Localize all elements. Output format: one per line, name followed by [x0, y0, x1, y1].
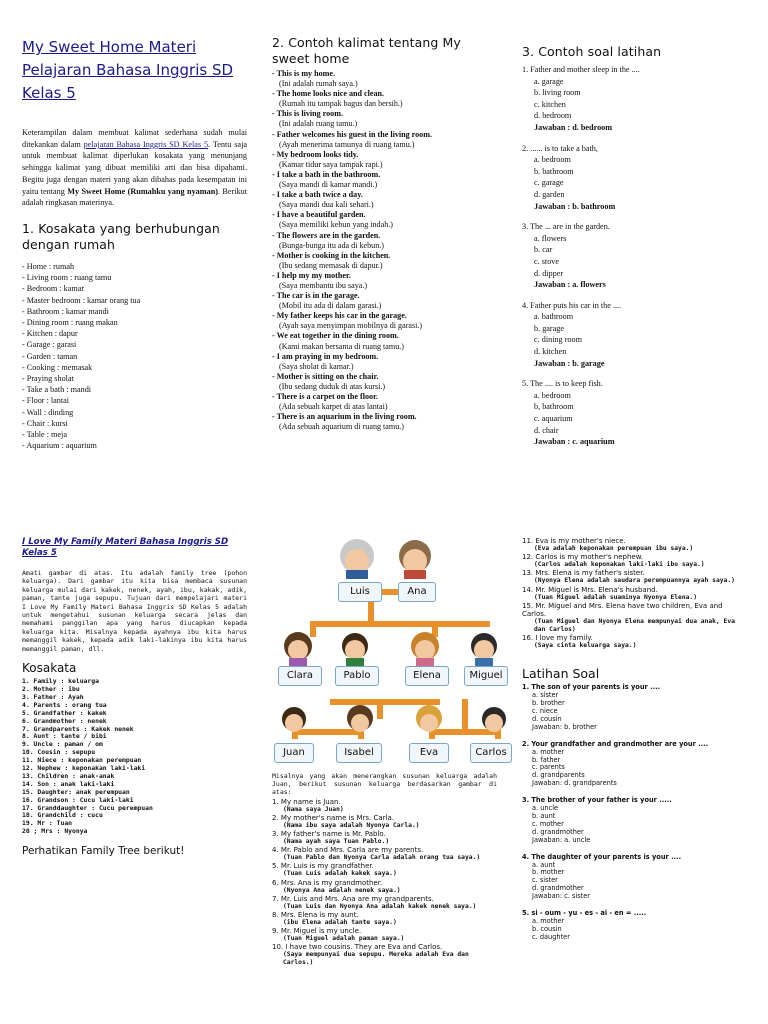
- nametag-miguel: Miguel: [464, 666, 508, 686]
- sentence-pair: [272, 331, 497, 351]
- family-sentence-translation: (Nama ayah saya Tuan Pablo.): [283, 838, 390, 846]
- family-answer-option: c. daughter: [532, 932, 570, 941]
- sentence-translation: (Saya mandi di kamar mandi.): [279, 180, 378, 190]
- family-vocab-item: 12. Nephew : keponakan laki-laki: [22, 764, 146, 773]
- family-quiz-question: [522, 910, 748, 942]
- answer-option: c. dining room: [534, 335, 582, 345]
- face-juan: [282, 707, 306, 732]
- sentence-translation: (Ini adalah ruang tamu.): [279, 119, 358, 129]
- sentence-translation: (Saya memiliki kebun yang indah.): [279, 220, 393, 230]
- family-sentence-english: 12. Carlos is my mother's nephew.: [522, 553, 644, 562]
- family-tree: [272, 534, 510, 766]
- sentence-english: - Father welcomes his guest in the living room.: [272, 129, 432, 139]
- vocab-item: - Garden : taman: [22, 351, 78, 361]
- sentence-english: - There is an aquarium in the living room.: [272, 412, 417, 422]
- sentence-english: - We eat together in the dining room.: [272, 331, 399, 341]
- family-vocab-item: 9. Uncle : paman / om: [22, 740, 103, 749]
- family-vocab-item: 13. Children : anak-anak: [22, 771, 115, 780]
- family-vocab-item: 1. Family : keluarga: [22, 677, 99, 686]
- kosakata-heading: Kosakata: [22, 661, 77, 676]
- family-sentence: [522, 569, 748, 585]
- family-answer-option: a. mother: [532, 747, 565, 756]
- top-left-column: [22, 36, 247, 451]
- family-sentence-english: 8. Mrs. Elena is my aunt.: [272, 910, 359, 919]
- sentence-pair: [272, 170, 497, 190]
- face-isabel: [347, 705, 373, 732]
- family-sentence: [272, 798, 497, 814]
- answer-key: Jawaban : b. garage: [534, 358, 605, 368]
- sentence-list: [272, 69, 497, 432]
- sentence-pair: [272, 311, 497, 331]
- answer-key: Jawaban : a. flowers: [534, 280, 606, 290]
- intro-text-2: . Tentu saja untuk membuat kalimat diperlukan kosakata yang menunjang sehingga kalimat yang dibuat memiliki arti dan bisa dipahami. Begitu juga dengan materi yang akan dibahas pada kesempatan ini yaitu tentang: [22, 139, 247, 196]
- sentence-pair: [272, 210, 497, 230]
- vocab-item: - Floor : lantai: [22, 396, 70, 406]
- vocab-item: - Praying sholat: [22, 373, 74, 383]
- vocab-item: - Bedroom : kamar: [22, 284, 85, 294]
- vocab-item: - Living room : ruang tamu: [22, 273, 112, 283]
- vocab-item: - Kitchen : dapur: [22, 329, 78, 339]
- family-vocab-item: 2. Mother : ibu: [22, 684, 80, 693]
- family-answer-option: a. uncle: [532, 804, 559, 813]
- answer-option: a. garage: [534, 76, 564, 86]
- sentence-pair: [272, 412, 497, 432]
- nametag-elena: Elena: [405, 666, 449, 686]
- family-sentence-translation: (Nama saya Juan): [283, 805, 344, 813]
- section-heading-contoh-soal: 3. Contoh soal latihan: [522, 44, 662, 59]
- sentence-pair: [272, 231, 497, 251]
- bottom-right-column: [522, 537, 748, 942]
- bottom-middle-column: [272, 772, 497, 968]
- sentence-translation: (Saya membantu ibu saya.): [279, 280, 368, 290]
- family-sentence-english: 6. Mrs. Ana is my grandmother.: [272, 878, 383, 887]
- sentence-english: - I take a bath in the bathroom.: [272, 169, 381, 179]
- sentence-pair: [272, 109, 497, 129]
- family-sentence-translation: (Eva adalah keponakan perempuan ibu saya.): [534, 545, 694, 553]
- answer-key: Jawaban : c. aquarium: [534, 437, 615, 447]
- family-sentence-english: 9. Mr. Miguel is my uncle.: [272, 927, 362, 936]
- answer-option: c. kitchen: [534, 99, 566, 109]
- family-sentence-translation: (Tuan Luis dan Nyonya Ana adalah kakek nenek saya.): [283, 902, 477, 910]
- sentence-english: - My father keeps his car in the garage.: [272, 311, 407, 321]
- sentence-pair: [272, 291, 497, 311]
- answer-option: b. bathroom: [534, 166, 574, 176]
- answer-option: c. aquarium: [534, 414, 573, 424]
- vocab-list: [22, 261, 247, 451]
- answer-option: b. living room: [534, 88, 581, 98]
- family-sentence: [272, 943, 497, 967]
- sentence-pair: [272, 352, 497, 372]
- nametag-juan: Juan: [274, 743, 314, 763]
- sentence-english: - The car is in the garage.: [272, 291, 360, 301]
- family-sentence-english: 10. I have two cousins. They are Eva and Carlos.: [272, 943, 443, 952]
- face-carlos: [482, 707, 506, 732]
- sentence-pair: [272, 271, 497, 291]
- answer-key: Jawaban : d. bedroom: [534, 122, 613, 132]
- sentence-pair: [272, 69, 497, 89]
- family-vocab-item: 15. Daughter: anak perempuan: [22, 787, 130, 796]
- answer-option: c. garage: [534, 178, 564, 188]
- vocab-item: - Table : meja: [22, 429, 67, 439]
- sentence-english: - There is a carpet on the floor.: [272, 392, 378, 401]
- sentence-translation: (Ada sebuah aquarium di ruang tamu.): [279, 422, 404, 432]
- family-sentence-translation: (Tuan Luis adalah kakek saya.): [283, 870, 397, 878]
- sentence-translation: (Mobil itu ada di dalam garasi.): [279, 301, 382, 311]
- family-answer-option: b. father: [532, 755, 561, 764]
- family-vocab-item: 5. Grandfather : kakek: [22, 708, 107, 717]
- family-tree-prompt: Perhatikan Family Tree berikut!: [22, 845, 185, 858]
- family-answer-option: b. brother: [532, 699, 565, 708]
- quiz-question: [522, 143, 747, 213]
- sentence-english: - This is living room.: [272, 109, 343, 119]
- top-middle-column: [272, 35, 497, 432]
- family-structure-intro: Misalnya yang akan menerangkan susunan keluarga adalah Juan, berikut susunan keluarga berdasarkan gambar di atas:: [272, 772, 497, 797]
- top-right-column: [522, 44, 747, 448]
- answer-option: d. kitchen: [534, 347, 567, 357]
- family-page-title[interactable]: I Love My Family Materi Bahasa Inggris SD Kelas 5: [22, 537, 229, 558]
- sentence-english: - I take a bath twice a day.: [272, 190, 363, 200]
- family-quiz-question: [522, 741, 748, 788]
- sentence-translation: (Ayah menerima tamunya di ruang tamu.): [279, 139, 415, 149]
- family-sentence: [522, 586, 748, 602]
- family-sentence-english: 1. My name is Juan.: [272, 797, 341, 806]
- family-answer-options: [522, 749, 748, 789]
- sentence-translation: (Rumah itu tampak bagus dan bersih.): [279, 99, 403, 109]
- family-answer-option: c. parents: [532, 763, 565, 772]
- section-heading-kosakata-rumah: 1. Kosakata yang berhubungan dengan rumah: [22, 220, 220, 252]
- family-sentence-translation: (Saya mempunyai dua sepupu. Mereka adalah Eva dan Carlos.): [283, 951, 469, 967]
- face-miguel: [471, 633, 497, 666]
- nametag-clara: Clara: [278, 666, 322, 686]
- family-vocab-item: 17. Granddaughter : Cucu perempuan: [22, 803, 153, 812]
- quiz-list: [522, 64, 747, 448]
- family-sentence-list-continued: [522, 537, 748, 650]
- family-sentence: [272, 814, 497, 830]
- family-answer-key: Jawaban: c. sister: [532, 892, 591, 901]
- intro-text-1: Keterampilan dalam membuat kalimat sederhana sudah mulai ditekankan dalam: [22, 128, 247, 149]
- family-sentence-english: 3. My father's name is Mr. Pablo.: [272, 829, 386, 838]
- family-vocab-item: 19. Mr : Tuan: [22, 819, 73, 828]
- family-sentence-translation: (Tuan Miguel dan Nyonya Elena mempunyai dua anak, Eva dan Carlos): [534, 617, 735, 634]
- sentence-translation: (Saya mandi dua kali sehari.): [279, 200, 374, 210]
- family-answer-key: Jawaban: d. grandparents: [532, 779, 617, 788]
- sentence-english: - Mother is sitting on the chair.: [272, 371, 379, 381]
- nametag-pablo: Pablo: [335, 666, 379, 686]
- answer-option: a. bedroom: [534, 155, 571, 165]
- sentence-english: - My bedroom looks tidy.: [272, 149, 359, 159]
- vocab-item: - Garage : garasi: [22, 340, 77, 350]
- bottom-left-column: [22, 537, 247, 858]
- face-ana: [399, 540, 431, 579]
- sentence-translation: (Ibu sedang memasak di dapur.): [279, 260, 383, 270]
- family-vocab-item: 6. Grandmother : nenek: [22, 716, 107, 725]
- family-sentence: [272, 846, 497, 862]
- sentence-pair: [272, 190, 497, 210]
- family-answer-option: b. mother: [532, 868, 565, 877]
- question-text: 2. ...... is to take a bath,: [522, 143, 598, 153]
- answer-option: d. garden: [534, 189, 565, 199]
- family-sentence: [522, 634, 748, 650]
- family-vocab-item: 18. Grandchild : cucu: [22, 811, 103, 820]
- family-sentence-translation: (ibu Elena adalah tante saya.): [283, 919, 397, 927]
- section-heading-contoh-kalimat: 2. Contoh kalimat tentang My sweet home: [272, 35, 461, 66]
- family-answer-options: [522, 862, 748, 902]
- family-answer-option: c. mother: [532, 819, 564, 828]
- family-sentence: [272, 911, 497, 927]
- answer-option: d. bedroom: [534, 111, 572, 121]
- family-intro: Amati gambar di atas. Itu adalah family tree (pohon keluarga). Dari gambar itu kita bisa membaca susunan keluarga mulai dari kakek, nenek, ayah, ibu, kakak, adik, paman, tante juga sepupu. Tujuan dari mempelajari materi I Love My Family Materi Bahasa Inggris SD Kelas 5 adalah untuk mengetahui susunan keluarga secara jelas dan memahami panggilan apa yang harus diucapkan kepada keluarga kita. Misalnya kepada ayahnya ibu kita harus memanggil kakek, kepada adik laki-lakinya ibu kita harus memanggil paman, dll.: [22, 569, 247, 653]
- sentence-english: - I am praying in my bedroom.: [272, 351, 379, 361]
- family-sentence: [272, 830, 497, 846]
- answer-option: c. stove: [534, 256, 560, 266]
- family-answer-option: d. grandmother: [532, 884, 584, 893]
- nametag-luis: Luis: [338, 582, 382, 602]
- family-question-text: 5. si - oum - yu - es - ai - en = .....: [522, 909, 647, 918]
- page-title-my-sweet-home[interactable]: My Sweet Home Materi Pelajaran Bahasa Inggris SD Kelas 5: [22, 38, 234, 102]
- family-sentence-translation: (Tuan Miguel adalah paman saya.): [283, 935, 405, 943]
- family-vocab-item: 4. Parents : orang tua: [22, 700, 107, 709]
- vocab-item: - Take a bath : mandi: [22, 385, 92, 395]
- family-answer-option: d. grandmother: [532, 827, 584, 836]
- quiz-question: [522, 64, 747, 134]
- answer-key: Jawaban : b. bathroom: [534, 201, 616, 211]
- intro-bold: My Sweet Home (Rumahku yang nyaman): [67, 186, 218, 196]
- family-vocab-item: 8. Aunt : tante / bibi: [22, 732, 107, 741]
- family-sentence: [272, 862, 497, 878]
- nametag-ana: Ana: [398, 582, 436, 602]
- family-quiz-question: [522, 797, 748, 844]
- family-sentence: [272, 895, 497, 911]
- quiz-question: [522, 300, 747, 370]
- vocab-item: - Bathroom : kamar mandi: [22, 306, 109, 316]
- sentence-english: - Mother is cooking in the kitchen.: [272, 250, 391, 260]
- family-quiz-question: [522, 684, 748, 731]
- family-answer-option: b. cousin: [532, 924, 562, 933]
- answer-option: d. dipper: [534, 268, 564, 278]
- nametag-eva: Eva: [409, 743, 449, 763]
- family-vocab-item: 11. Niece : keponakan perempuan: [22, 756, 142, 765]
- family-sentence: [522, 537, 748, 553]
- sentence-pair: [272, 392, 497, 412]
- family-answer-option: c. sister: [532, 876, 558, 885]
- vocab-item: - Home : rumah: [22, 261, 75, 271]
- sentence-translation: (Saya sholat di kamar.): [279, 361, 354, 371]
- family-vocab-item: 3. Father : Ayah: [22, 692, 84, 701]
- quiz-question: [522, 221, 747, 291]
- sentence-pair: [272, 130, 497, 150]
- family-sentence-translation: (Tuan Miguel adalah suaminya Nyonya Elena.): [534, 593, 698, 601]
- family-question-text: 1. The son of your parents is your ....: [522, 683, 661, 692]
- family-sentence-english: 7. Mr. Luis and Mrs. Ana are my grandparents.: [272, 894, 434, 903]
- family-vocab-item: 7. Grandparents : Kakek nenek: [22, 724, 134, 733]
- answer-option: a. flowers: [534, 233, 567, 243]
- vocab-item: - Dining room : ruang makan: [22, 317, 118, 327]
- quiz-question: [522, 378, 747, 448]
- family-question-text: 3. The brother of your father is your .....: [522, 796, 672, 805]
- sentence-translation: (Ini adalah rumah saya.): [279, 79, 358, 89]
- vocab-item: - Cooking : memasak: [22, 362, 93, 372]
- answer-option: a. bedroom: [534, 390, 571, 400]
- family-answer-options: [522, 692, 748, 732]
- family-sentence-translation: (Nyonya Ana adalah nenek saya.): [283, 886, 401, 894]
- family-answer-option: b. aunt: [532, 812, 556, 820]
- family-sentence-translation: (Nyonya Elena adalah saudara perempuannya ayah saya.): [534, 577, 735, 585]
- sentence-translation: (Ibu sedang duduk di atas kursi.): [279, 381, 386, 391]
- family-sentence-english: 5. Mr. Luis is my grandfather.: [272, 862, 374, 871]
- sentence-translation: (Kami makan bersama di ruang tamu.): [279, 341, 404, 351]
- face-pablo: [342, 633, 368, 666]
- vocab-item: - Aquarium : aquarium: [22, 441, 97, 451]
- family-answer-options: [522, 805, 748, 845]
- intro-text-3: . Berikut adalah ringkasan materinya.: [22, 186, 247, 208]
- family-answer-option: d. grandparents: [532, 771, 585, 780]
- family-answer-key: Jawaban: a. uncle: [532, 835, 591, 844]
- vocab-item: - Master bedroom : kamar orang tua: [22, 295, 141, 305]
- family-answer-option: d. cousin: [532, 714, 562, 723]
- family-sentence-translation: (Nama ibu saya adalah Nyonya Carla.): [283, 821, 420, 829]
- answer-option: b. garage: [534, 323, 565, 333]
- sentence-translation: (Kamar tidur saya tampak rapi.): [279, 159, 383, 169]
- family-sentence-list: [272, 798, 497, 968]
- face-elena: [411, 632, 439, 666]
- family-sentence-translation: (Carlos adalah keponakan laki-laki ibu saya.): [534, 561, 705, 569]
- sentence-english: - The home looks nice and clean.: [272, 89, 385, 99]
- family-tree-illustration: [272, 534, 510, 766]
- family-sentence-english: 13. Mrs. Elena is my father's sister.: [522, 569, 645, 578]
- sentence-pair: [272, 372, 497, 392]
- sentence-english: - I have a beautiful garden.: [272, 210, 366, 220]
- sentence-translation: (Ada sebuah karpet di atas lantai): [279, 402, 388, 412]
- sentence-pair: [272, 251, 497, 271]
- nametag-isabel: Isabel: [336, 743, 382, 763]
- question-text: 1. Father and mother sleep in the ....: [522, 65, 640, 74]
- family-quiz-question: [522, 854, 748, 901]
- family-answer-key: Jawaban: b. brother: [532, 722, 597, 731]
- family-sentence-english: 4. Mr. Pablo and Mrs. Carla are my parents.: [272, 846, 424, 855]
- intro-link[interactable]: pelajaran Bahasa Inggris SD Kelas 5: [83, 139, 209, 149]
- family-vocab-item: 20 ; Mrs : Nyonya: [22, 827, 88, 836]
- family-sentence: [272, 927, 497, 943]
- family-sentence-english: 2. My mother's name is Mrs. Carla.: [272, 813, 394, 822]
- face-eva: [416, 705, 442, 732]
- family-vocab-item: 14. Son : anak laki-laki: [22, 779, 115, 788]
- sentence-english: - This is my home.: [272, 69, 336, 78]
- sentence-english: - The flowers are in the garden.: [272, 230, 381, 240]
- sentence-pair: [272, 89, 497, 109]
- family-sentence-english: 15. Mr. Miguel and Mrs. Elena have two children, Eva and Carlos.: [522, 601, 723, 618]
- latihan-soal-heading: Latihan Soal: [522, 666, 600, 682]
- family-sentence-english: 16. I love my family.: [522, 634, 593, 643]
- family-sentence-english: 14. Mr. Miguel is Mrs. Elena's husband.: [522, 585, 658, 594]
- sentence-translation: (Ayah saya menyimpan mobilnya di garasi.): [279, 321, 423, 331]
- face-luis: [340, 539, 374, 579]
- family-answer-options: [522, 918, 748, 942]
- answer-option: b, bathroom: [534, 402, 574, 412]
- sentence-pair: [272, 150, 497, 170]
- family-sentence-english: 11. Eva is my mother's niece.: [522, 537, 626, 545]
- family-sentence: [272, 879, 497, 895]
- answer-option: d. chair: [534, 425, 559, 435]
- face-clara: [284, 632, 312, 666]
- family-answer-option: a. sister: [532, 691, 559, 700]
- family-sentence: [522, 602, 748, 634]
- vocab-item: - Wall : dinding: [22, 407, 74, 417]
- family-question-text: 2. Your grandfather and grandmother are your ....: [522, 739, 709, 748]
- family-answer-option: a. aunt: [532, 860, 556, 869]
- family-answer-option: c. niece: [532, 707, 558, 716]
- sentence-translation: (Bunga-bunga itu ada di kebun.): [279, 240, 384, 250]
- family-vocab-list: [22, 678, 247, 836]
- family-vocab-item: 10. Cousin : sepupu: [22, 748, 96, 757]
- family-vocab-item: 16. Grandson : Cucu laki-laki: [22, 795, 134, 804]
- answer-option: b. car: [534, 245, 553, 255]
- intro-paragraph: [22, 127, 247, 209]
- family-answer-option: a. mother: [532, 916, 565, 925]
- family-sentence: [522, 553, 748, 569]
- nametag-carlos: Carlos: [470, 743, 512, 763]
- answer-option: a. bathroom: [534, 312, 574, 322]
- family-quiz-list: [522, 684, 748, 941]
- question-text: 5. The .... is to keep fish.: [522, 379, 603, 389]
- sentence-english: - I help my my mother.: [272, 270, 351, 280]
- family-sentence-translation: (Tuan Pablo dan Nyonya Carla adalah orang tua saya.): [283, 854, 481, 862]
- tree-connectors: [292, 589, 501, 739]
- question-text: 4. Father puts his car in the ....: [522, 300, 622, 310]
- family-question-text: 4. The daughter of your parents is your ....: [522, 852, 682, 861]
- question-text: 3. The ... are in the garden.: [522, 222, 610, 232]
- vocab-item: - Chair : kursi: [22, 418, 68, 428]
- family-sentence-translation: (Saya cinta keluarga saya.): [534, 642, 637, 650]
